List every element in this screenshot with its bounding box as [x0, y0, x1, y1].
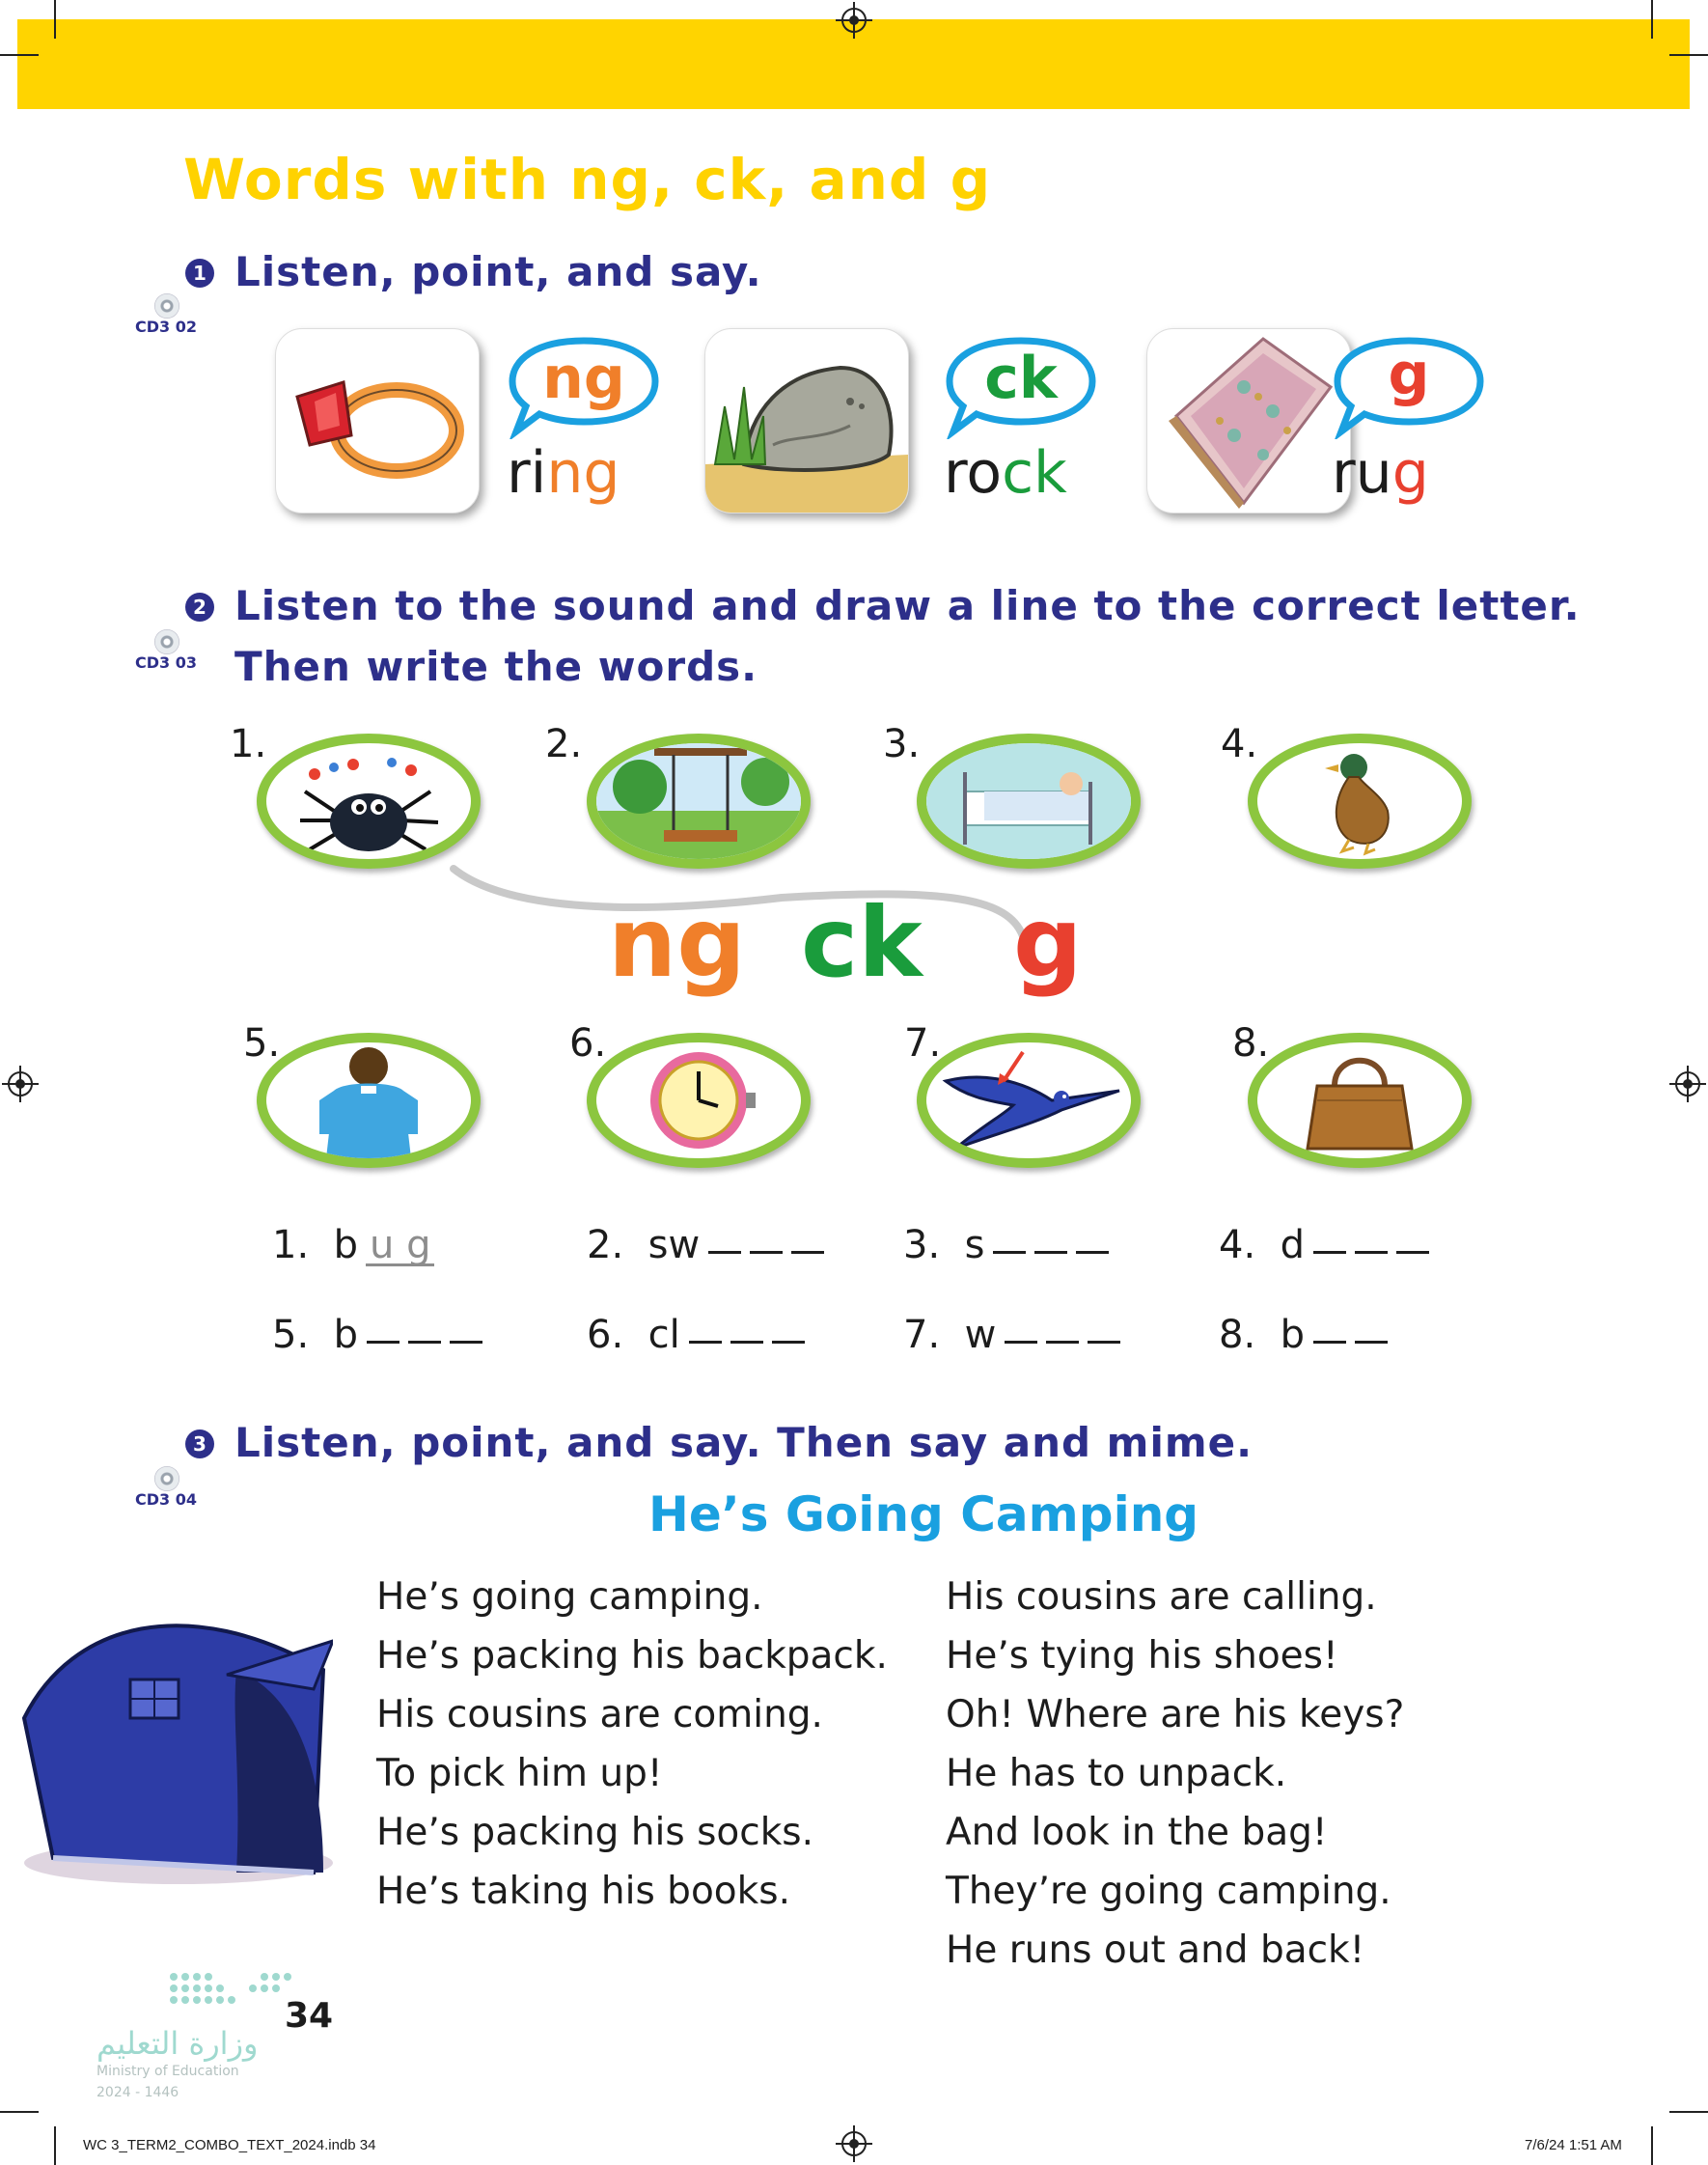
activity-2-number: 2: [185, 593, 214, 622]
crop-mark: [54, 0, 56, 39]
blank-line[interactable]: [1355, 1249, 1388, 1254]
clock-illustration: [596, 1042, 801, 1158]
rug-illustration: [1147, 329, 1350, 513]
song-line: He’s tying his shoes!: [946, 1634, 1338, 1678]
activity-3-cd-label: CD3 04: [135, 1490, 197, 1509]
picture-bag: [1248, 1033, 1472, 1168]
exercise-number: 3.: [903, 1223, 941, 1267]
song-line: And look in the bag!: [946, 1811, 1328, 1854]
blank-line[interactable]: [730, 1339, 763, 1344]
ministry-arabic: وزارة التعليم: [96, 2025, 259, 2062]
blank-line[interactable]: [993, 1249, 1026, 1254]
activity-2-instruction-line1: Listen to the sound and draw a line to the correct letter.: [234, 582, 1581, 629]
blank-line[interactable]: [1088, 1339, 1120, 1344]
word-start: ri: [507, 439, 547, 507]
speech-bubble-ck: [944, 333, 1098, 439]
exercise-6: [587, 1313, 805, 1357]
song-line: He’s taking his books.: [376, 1870, 790, 1913]
registration-mark: [8, 1071, 33, 1096]
bubble-sound-ng: ng: [542, 345, 625, 412]
activity-2-instruction-line2: Then write the words.: [234, 643, 758, 690]
word-sound: ng: [546, 439, 620, 507]
speech-bubble-ng: [507, 333, 661, 439]
wing-illustration: [926, 1042, 1131, 1158]
blank-line[interactable]: [1046, 1339, 1079, 1344]
exercise-2: [587, 1223, 824, 1267]
word-start: b: [1280, 1313, 1305, 1357]
file-info: WC 3_TERM2_COMBO_TEXT_2024.indb 34: [83, 2137, 376, 2153]
picture-number: 5.: [243, 1021, 281, 1066]
picture-number: 6.: [569, 1021, 607, 1066]
blank-line[interactable]: [1313, 1339, 1346, 1344]
blank-line[interactable]: [791, 1249, 824, 1254]
registration-mark: [1675, 1071, 1700, 1096]
exercise-number: 1.: [272, 1223, 310, 1267]
ministry-english: Ministry of Education: [96, 2064, 239, 2079]
exercise-3: [903, 1223, 1109, 1267]
blank-line[interactable]: [772, 1339, 805, 1344]
song-line: His cousins are coming.: [376, 1693, 823, 1736]
letter-g[interactable]: g: [1013, 886, 1083, 999]
filled-answer: u g: [366, 1227, 434, 1266]
song-line: He has to unpack.: [946, 1752, 1287, 1795]
blank-line[interactable]: [1005, 1339, 1037, 1344]
song-title: He’s Going Camping: [648, 1486, 1199, 1542]
word-ring: [507, 439, 620, 507]
blank-line[interactable]: [1034, 1249, 1067, 1254]
picture-wing: [917, 1033, 1141, 1168]
letter-ck[interactable]: ck: [801, 886, 923, 999]
word-rock: [944, 439, 1067, 507]
tent-illustration: [14, 1583, 333, 1892]
word-start: sw: [647, 1223, 701, 1267]
blank-line[interactable]: [408, 1339, 441, 1344]
swing-illustration: [596, 743, 801, 859]
back-illustration: [266, 1042, 471, 1158]
song-line: He runs out and back!: [946, 1929, 1365, 1972]
duck-illustration: [1257, 743, 1462, 859]
word-start: b: [333, 1223, 358, 1267]
activity-1-cd-label: CD3 02: [135, 318, 197, 336]
exercise-5: [272, 1313, 482, 1357]
bug-illustration: [266, 743, 471, 859]
word-rug: [1332, 439, 1429, 507]
exercise-7: [903, 1313, 1120, 1357]
cd-icon: [154, 1466, 179, 1491]
crop-mark: [54, 2126, 56, 2165]
picture-duck: [1248, 734, 1472, 869]
blank-line[interactable]: [708, 1249, 741, 1254]
exercise-1: [272, 1223, 434, 1267]
crop-mark: [1651, 0, 1653, 39]
exercise-number: 4.: [1219, 1223, 1256, 1267]
crop-mark: [1669, 54, 1708, 56]
picture-number: 3.: [883, 722, 921, 766]
song-line: Oh! Where are his keys?: [946, 1693, 1405, 1736]
song-line: He’s packing his socks.: [376, 1811, 814, 1854]
bag-illustration: [1257, 1042, 1462, 1158]
rug-picture: [1146, 328, 1351, 513]
picture-bug: [257, 734, 481, 869]
exercise-number: 7.: [903, 1313, 941, 1357]
crop-mark: [1651, 2126, 1653, 2165]
word-start: ru: [1332, 439, 1392, 507]
page-number: 34: [285, 1996, 334, 2036]
song-line: His cousins are calling.: [946, 1575, 1377, 1619]
crop-mark: [0, 54, 39, 56]
crop-mark: [1669, 2111, 1708, 2113]
picture-swing: [587, 734, 811, 869]
exercise-8: [1219, 1313, 1388, 1357]
bubble-sound-g: g: [1388, 341, 1430, 408]
ministry-year: 2024 - 1446: [96, 2085, 179, 2100]
picture-back: [257, 1033, 481, 1168]
registration-mark: [841, 8, 867, 33]
word-start: ro: [944, 439, 1003, 507]
blank-line[interactable]: [450, 1339, 482, 1344]
picture-number: 7.: [904, 1021, 942, 1066]
word-start: cl: [647, 1313, 680, 1357]
exercise-number: 6.: [587, 1313, 624, 1357]
exercise-number: 2.: [587, 1223, 624, 1267]
blank-line[interactable]: [367, 1339, 399, 1344]
word-sound: ck: [1002, 439, 1067, 507]
cd-icon: [154, 629, 179, 654]
activity-3-number: 3: [185, 1429, 214, 1458]
blank-line[interactable]: [689, 1339, 722, 1344]
crop-mark: [0, 2111, 39, 2113]
cd-icon: [154, 293, 179, 319]
picture-number: 4.: [1221, 722, 1258, 766]
exercise-number: 5.: [272, 1313, 310, 1357]
rock-picture: [704, 328, 909, 513]
word-start: s: [964, 1223, 985, 1267]
ring-illustration: [276, 329, 479, 513]
song-line: He’s packing his backpack.: [376, 1634, 888, 1678]
sick-illustration: [926, 743, 1131, 859]
picture-number: 1.: [230, 722, 267, 766]
blank-line[interactable]: [750, 1249, 783, 1254]
word-sound: g: [1391, 439, 1429, 507]
song-line: To pick him up!: [376, 1752, 663, 1795]
picture-sick: [917, 734, 1141, 869]
song-line: He’s going camping.: [376, 1575, 763, 1619]
ring-picture: [275, 328, 480, 513]
blank-line[interactable]: [1313, 1249, 1346, 1254]
bubble-sound-ck: ck: [984, 345, 1058, 412]
picture-clock: [587, 1033, 811, 1168]
activity-1-instruction: Listen, point, and say.: [234, 248, 762, 295]
blank-line[interactable]: [1076, 1249, 1109, 1254]
blank-line[interactable]: [1396, 1249, 1429, 1254]
registration-mark: [841, 2131, 867, 2156]
page-title: Words with ng, ck, and g: [183, 147, 992, 212]
letter-ng[interactable]: ng: [608, 886, 746, 999]
word-start: d: [1280, 1223, 1305, 1267]
activity-3-instruction: Listen, point, and say. Then say and mime.: [234, 1419, 1253, 1466]
exercise-number: 8.: [1219, 1313, 1256, 1357]
rock-illustration: [705, 329, 908, 513]
picture-number: 8.: [1232, 1021, 1270, 1066]
activity-1-number: 1: [185, 259, 214, 288]
exercise-4: [1219, 1223, 1429, 1267]
picture-number: 2.: [545, 722, 583, 766]
print-timestamp: 7/6/24 1:51 AM: [1525, 2137, 1622, 2153]
speech-bubble-g: [1332, 333, 1486, 439]
activity-2-cd-label: CD3 03: [135, 653, 197, 672]
blank-line[interactable]: [1355, 1339, 1388, 1344]
word-start: b: [333, 1313, 358, 1357]
song-line: They’re going camping.: [946, 1870, 1391, 1913]
word-start: w: [964, 1313, 997, 1357]
